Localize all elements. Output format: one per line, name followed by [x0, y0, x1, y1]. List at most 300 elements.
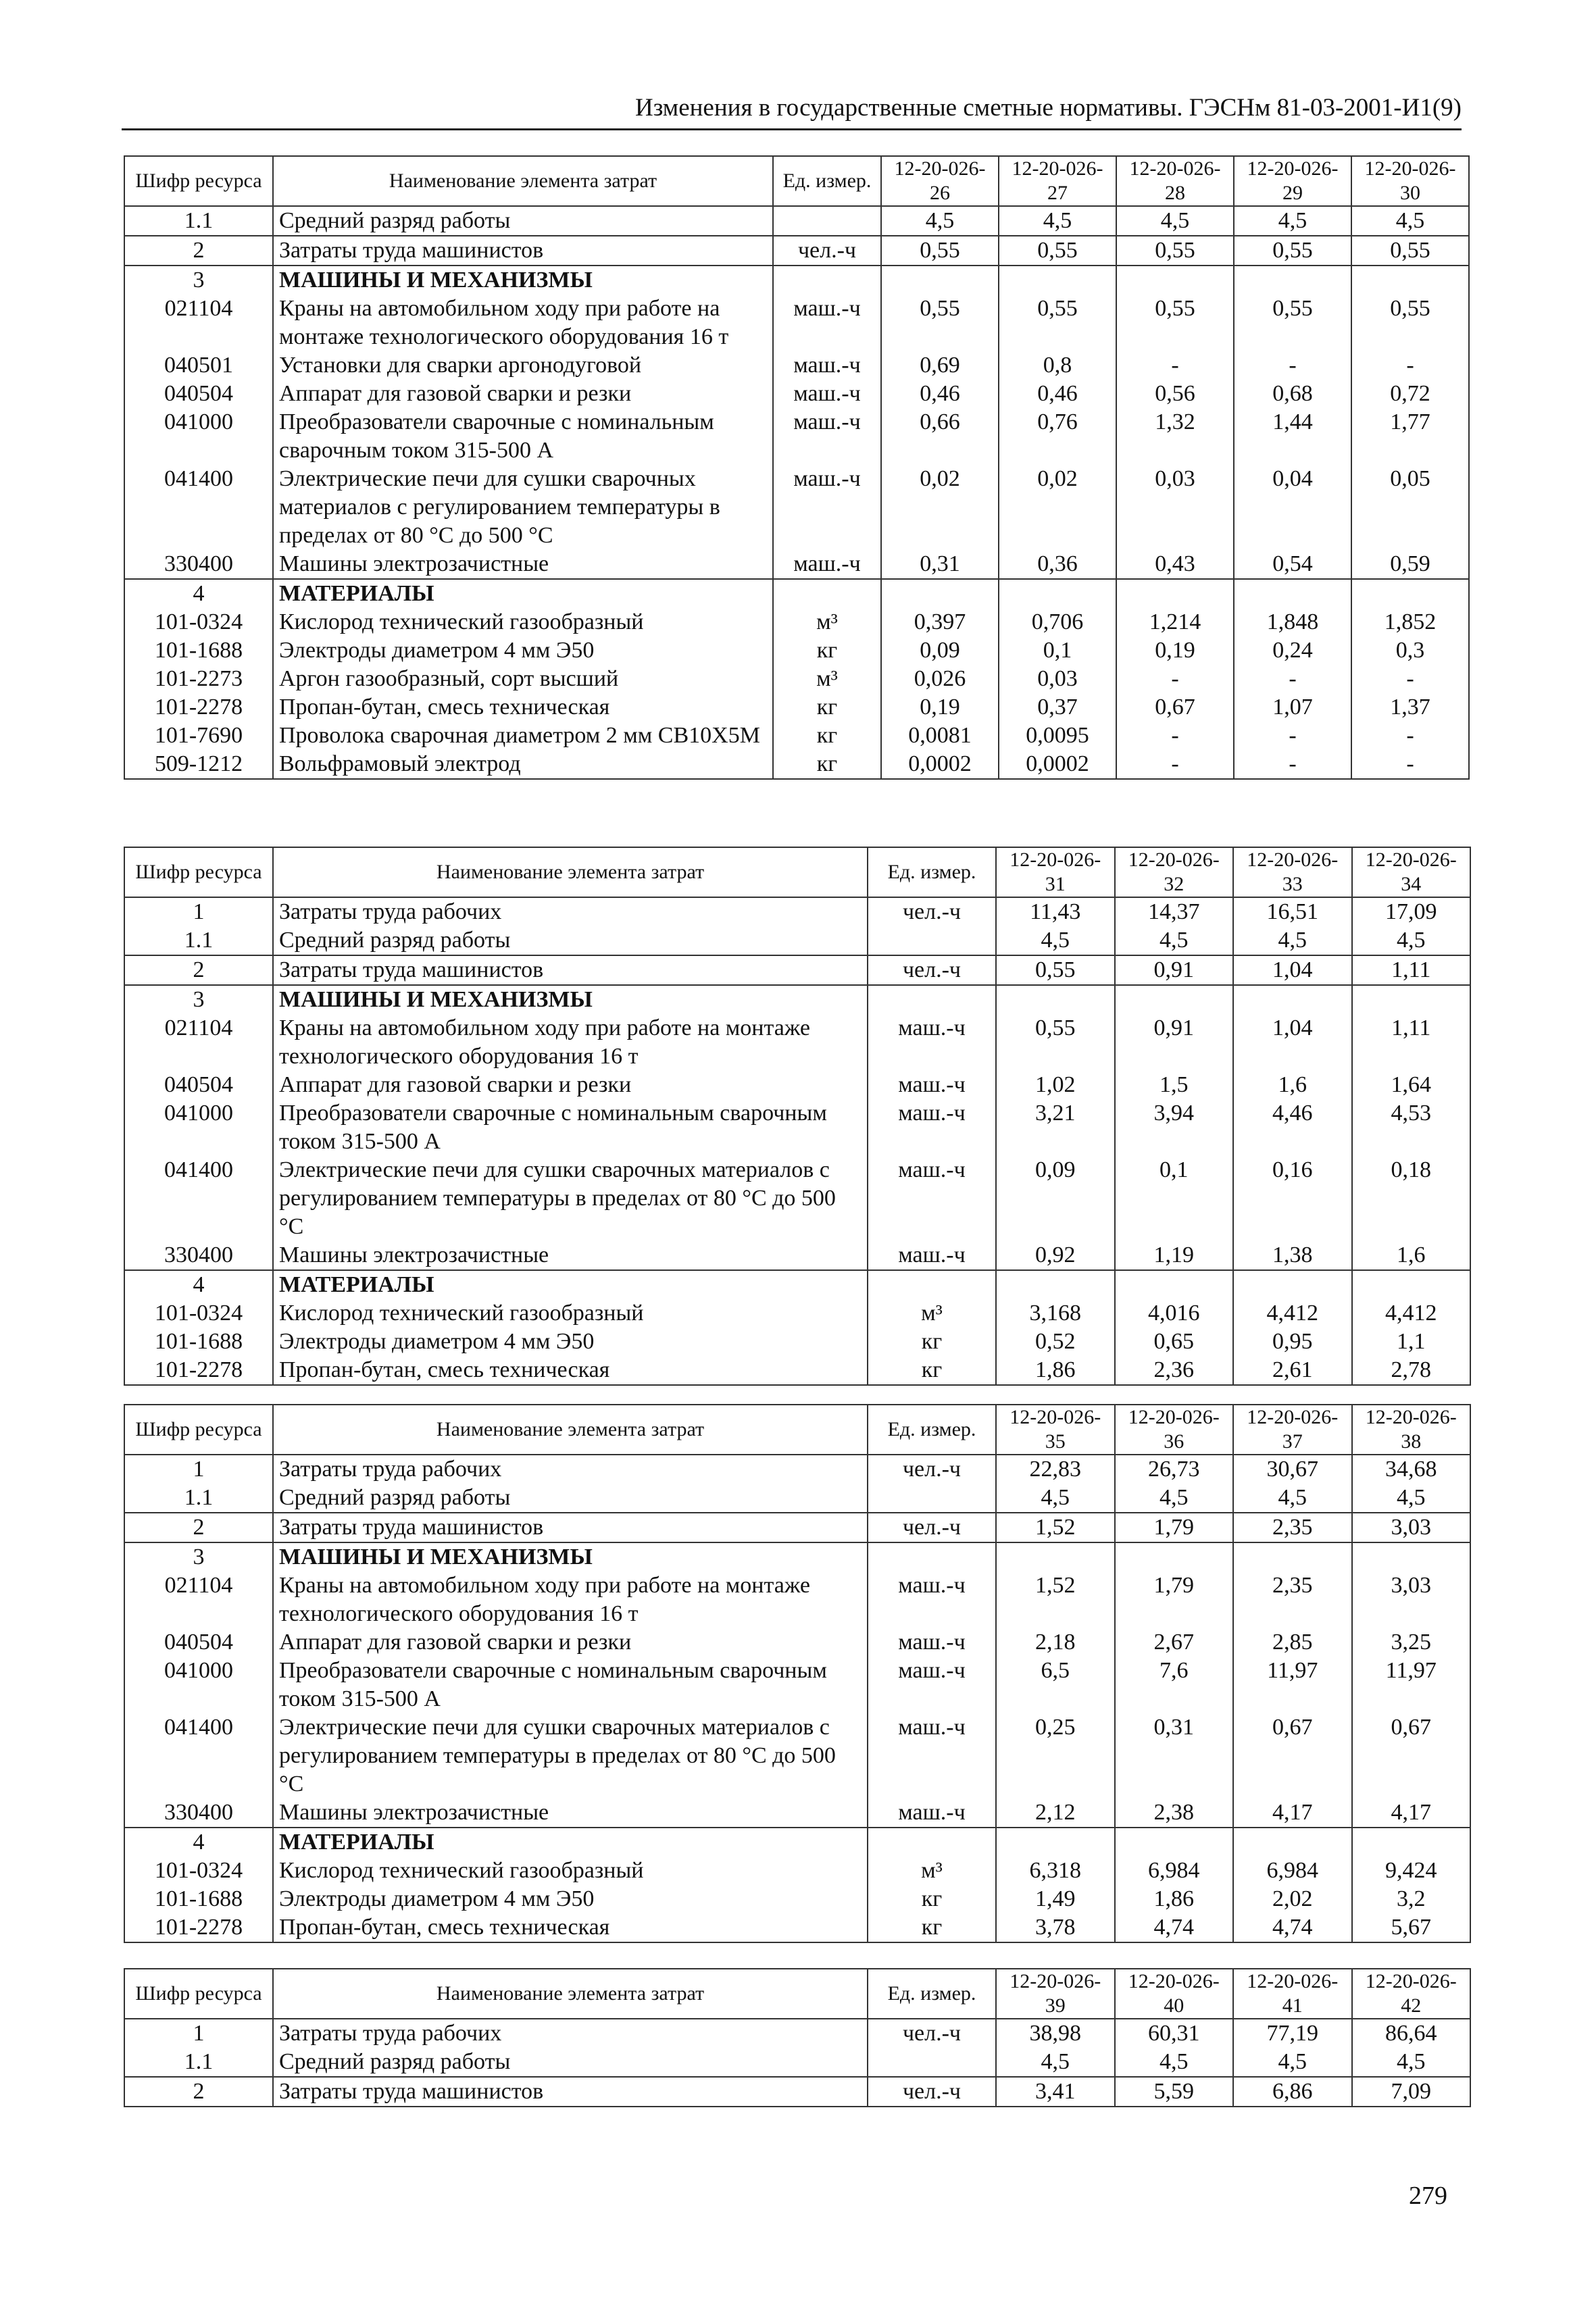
resource-code: 509-1212	[124, 750, 273, 779]
norm-value: 0,91	[1115, 955, 1234, 985]
resource-code: 2	[124, 236, 273, 266]
column-header-norm: 12-20-026-38	[1352, 1405, 1471, 1455]
resource-code: 101-1688	[124, 1885, 273, 1913]
norm-value: 0,04	[1234, 465, 1351, 550]
column-header-norm: 12-20-026-35	[996, 1405, 1115, 1455]
column-header-norm: 12-20-026-27	[999, 156, 1116, 206]
unit: маш.-ч	[773, 550, 881, 579]
cost-element-name: Кислород технический газообразный	[273, 608, 773, 636]
cost-element-name: Средний разряд работы	[273, 926, 868, 955]
resource-code: 041000	[124, 408, 273, 465]
unit	[773, 206, 881, 236]
cost-element-name: Средний разряд работы	[273, 2048, 868, 2077]
norm-value: 34,68	[1352, 1455, 1471, 1484]
resource-code: 1.1	[124, 2048, 273, 2077]
resource-code: 1	[124, 2019, 273, 2048]
resource-code: 040504	[124, 380, 273, 408]
unit: кг	[773, 750, 881, 779]
table-row	[124, 206, 1469, 236]
section-title: МАТЕРИАЛЫ	[273, 1270, 868, 1299]
cost-element-name: Преобразователи сварочные с номинальным сварочным током 315-500 А	[273, 408, 773, 465]
unit: м³	[773, 608, 881, 636]
norm-value: 0,0002	[881, 750, 999, 779]
norm-value: 0,02	[999, 465, 1116, 550]
norm-value: 2,35	[1233, 1571, 1352, 1628]
unit: кг	[773, 636, 881, 665]
table-row	[124, 1857, 1470, 1885]
unit: маш.-ч	[868, 1799, 996, 1828]
norm-value: 0,03	[999, 665, 1116, 693]
column-header-norm: 12-20-026-40	[1115, 1969, 1234, 2019]
cost-element-name: Электрические печи для сушки сварочных материалов с регулированием температуры в пределах от 80 °С до 500 °С	[273, 1156, 868, 1241]
norm-value	[996, 1828, 1115, 1857]
norm-value: 0,55	[881, 236, 999, 266]
norm-value: 0,46	[881, 380, 999, 408]
norm-value	[1352, 1828, 1471, 1857]
resource-code: 1	[124, 1455, 273, 1484]
norm-value: 0,397	[881, 608, 999, 636]
table-header-row	[124, 1969, 1470, 2019]
norm-value	[999, 266, 1116, 295]
norm-value: 2,12	[996, 1799, 1115, 1828]
cost-element-name: Электрические печи для сушки сварочных материалов с регулированием температуры в пределах от 80 °С до 500 °С	[273, 465, 773, 550]
table-row	[124, 897, 1470, 926]
cost-element-name: Пропан-бутан, смесь техническая	[273, 1356, 868, 1385]
table-row	[124, 380, 1469, 408]
norm-value: 2,36	[1115, 1356, 1234, 1385]
norm-value: 4,5	[1352, 2048, 1471, 2077]
norm-value: 0,55	[1351, 236, 1469, 266]
norm-value	[1351, 266, 1469, 295]
resource-code: 1	[124, 897, 273, 926]
norm-value: 0,31	[881, 550, 999, 579]
norm-value: 4,5	[1115, 926, 1234, 955]
norm-value: 38,98	[996, 2019, 1115, 2048]
norm-value: 0,92	[996, 1241, 1115, 1270]
norm-value: 1,86	[996, 1356, 1115, 1385]
norm-value: 7,6	[1115, 1657, 1234, 1713]
column-header-norm: 12-20-026-26	[881, 156, 999, 206]
cost-element-name: Затраты труда рабочих	[273, 897, 868, 926]
norm-value	[1115, 1542, 1234, 1571]
resource-code: 101-2273	[124, 665, 273, 693]
norm-value: 1,6	[1352, 1241, 1471, 1270]
norm-value: 0,67	[1233, 1713, 1352, 1799]
table-row	[124, 351, 1469, 380]
resource-code: 3	[124, 1542, 273, 1571]
column-header-norm: 12-20-026-37	[1233, 1405, 1352, 1455]
norm-value: 3,168	[996, 1299, 1115, 1328]
norm-value: 5,67	[1352, 1913, 1471, 1942]
norm-value: 0,36	[999, 550, 1116, 579]
norm-value: 2,35	[1233, 1513, 1352, 1542]
norm-value: -	[1234, 665, 1351, 693]
norm-value: 0,76	[999, 408, 1116, 465]
norm-value: 2,38	[1115, 1799, 1234, 1828]
norm-value: 4,5	[881, 206, 999, 236]
unit: чел.-ч	[868, 2019, 996, 2048]
unit: чел.-ч	[868, 897, 996, 926]
cost-element-name: Проволока сварочная диаметром 2 мм СВ10Х5М	[273, 722, 773, 750]
norm-value: 1,37	[1351, 693, 1469, 722]
table-row	[124, 1657, 1470, 1713]
column-header-unit: Ед. измер.	[868, 1405, 996, 1455]
resource-code: 041000	[124, 1657, 273, 1713]
cost-element-name: Средний разряд работы	[273, 206, 773, 236]
cost-element-name: Краны на автомобильном ходу при работе на монтаже технологического оборудования 16 т	[273, 295, 773, 351]
cost-element-name: Машины электрозачистные	[273, 550, 773, 579]
norm-value: 0,67	[1116, 693, 1234, 722]
norm-value: 0,69	[881, 351, 999, 380]
norm-value: 0,55	[999, 236, 1116, 266]
norm-value	[1115, 1270, 1234, 1299]
table-row	[124, 955, 1470, 985]
table-row	[124, 750, 1469, 779]
column-header-code: Шифр ресурса	[124, 1969, 273, 2019]
norm-value	[881, 266, 999, 295]
norm-value: 0,55	[881, 295, 999, 351]
resource-code: 330400	[124, 550, 273, 579]
unit: маш.-ч	[868, 1071, 996, 1099]
table-row	[124, 1455, 1470, 1484]
resource-code: 2	[124, 1513, 273, 1542]
column-header-name: Наименование элемента затрат	[273, 847, 868, 897]
norm-value: 0,31	[1115, 1713, 1234, 1799]
column-header-norm: 12-20-026-41	[1233, 1969, 1352, 2019]
cost-element-name: Средний разряд работы	[273, 1484, 868, 1513]
cost-element-name: Затраты труда рабочих	[273, 2019, 868, 2048]
table-row	[124, 636, 1469, 665]
resource-code: 040504	[124, 1071, 273, 1099]
norm-value: 11,43	[996, 897, 1115, 926]
table-row	[124, 665, 1469, 693]
table-header-row	[124, 156, 1469, 206]
table-row	[124, 1241, 1470, 1270]
norm-value: 0,43	[1116, 550, 1234, 579]
page-header-title: Изменения в государственные сметные нормативы. ГЭСНм 81-03-2001-И1(9)	[634, 94, 1462, 122]
column-header-norm: 12-20-026-39	[996, 1969, 1115, 2019]
norm-value: 4,46	[1233, 1099, 1352, 1156]
norm-value	[996, 1270, 1115, 1299]
resource-code: 4	[124, 579, 273, 608]
norm-value: 6,984	[1115, 1857, 1234, 1885]
table-row	[124, 408, 1469, 465]
norm-value: -	[1116, 351, 1234, 380]
norm-value: 2,02	[1233, 1885, 1352, 1913]
unit: маш.-ч	[773, 295, 881, 351]
resource-code: 101-1688	[124, 636, 273, 665]
unit: маш.-ч	[868, 1713, 996, 1799]
norm-value: 4,5	[1351, 206, 1469, 236]
norm-value	[1234, 266, 1351, 295]
column-header-norm: 12-20-026-30	[1351, 156, 1469, 206]
resource-code: 2	[124, 955, 273, 985]
unit: маш.-ч	[868, 1014, 996, 1071]
section-row	[124, 1828, 1470, 1857]
cost-element-name: Электроды диаметром 4 мм Э50	[273, 636, 773, 665]
resource-code: 101-0324	[124, 1299, 273, 1328]
table-row	[124, 1356, 1470, 1385]
norm-value: 4,5	[1116, 206, 1234, 236]
unit: маш.-ч	[773, 465, 881, 550]
section-title: МАТЕРИАЛЫ	[273, 579, 773, 608]
norm-value: 86,64	[1352, 2019, 1471, 2048]
norm-value: 0,19	[881, 693, 999, 722]
norm-value: 1,848	[1234, 608, 1351, 636]
norm-value: 4,5	[1233, 926, 1352, 955]
norm-value: 0,67	[1352, 1713, 1471, 1799]
unit: кг	[773, 722, 881, 750]
norm-value: 0,68	[1234, 380, 1351, 408]
unit: маш.-ч	[868, 1628, 996, 1657]
norm-value: 1,07	[1234, 693, 1351, 722]
norm-value: 0,91	[1115, 1014, 1234, 1071]
resource-code: 021104	[124, 1014, 273, 1071]
cost-element-name: Машины электрозачистные	[273, 1241, 868, 1270]
table-row	[124, 2077, 1470, 2107]
norm-value	[1233, 1542, 1352, 1571]
column-header-name: Наименование элемента затрат	[273, 1969, 868, 2019]
resource-code: 041400	[124, 1713, 273, 1799]
unit	[773, 266, 881, 295]
norm-value: 77,19	[1233, 2019, 1352, 2048]
norm-value: 4,5	[996, 2048, 1115, 2077]
norm-value: 3,25	[1352, 1628, 1471, 1657]
resource-code: 101-1688	[124, 1328, 273, 1356]
norm-value	[1234, 579, 1351, 608]
norm-value: 0,02	[881, 465, 999, 550]
norm-value: 4,5	[1115, 2048, 1234, 2077]
column-header-unit: Ед. измер.	[773, 156, 881, 206]
table-row	[124, 1513, 1470, 1542]
table-row	[124, 295, 1469, 351]
column-header-norm: 12-20-026-32	[1115, 847, 1234, 897]
norm-value: -	[1234, 750, 1351, 779]
norm-value: 0,95	[1233, 1328, 1352, 1356]
cost-element-name: Пропан-бутан, смесь техническая	[273, 1913, 868, 1942]
section-row	[124, 1270, 1470, 1299]
resource-code: 1.1	[124, 1484, 273, 1513]
unit: кг	[773, 693, 881, 722]
norm-value: 1,11	[1352, 1014, 1471, 1071]
unit	[868, 1270, 996, 1299]
norm-value: 0,59	[1351, 550, 1469, 579]
column-header-norm: 12-20-026-36	[1115, 1405, 1234, 1455]
norm-value: 1,214	[1116, 608, 1234, 636]
norm-value: 7,09	[1352, 2077, 1471, 2107]
norm-value: 60,31	[1115, 2019, 1234, 2048]
unit: маш.-ч	[868, 1241, 996, 1270]
header-rule	[122, 128, 1462, 130]
norm-value: -	[1351, 722, 1469, 750]
cost-element-name: Затраты труда машинистов	[273, 1513, 868, 1542]
norm-value: 0,1	[999, 636, 1116, 665]
norm-value: 1,19	[1115, 1241, 1234, 1270]
norm-value: 4,74	[1233, 1913, 1352, 1942]
column-header-code: Шифр ресурса	[124, 847, 273, 897]
cost-element-name: Кислород технический газообразный	[273, 1299, 868, 1328]
norm-value	[1352, 1270, 1471, 1299]
norm-value: 5,59	[1115, 2077, 1234, 2107]
table-row	[124, 1885, 1470, 1913]
norm-value: -	[1234, 722, 1351, 750]
unit: м³	[868, 1857, 996, 1885]
cost-element-name: Краны на автомобильном ходу при работе на монтаже технологического оборудования 16 т	[273, 1014, 868, 1071]
unit	[868, 985, 996, 1014]
norm-value: 1,04	[1233, 955, 1352, 985]
norm-value: 0,52	[996, 1328, 1115, 1356]
norm-value: 0,65	[1115, 1328, 1234, 1356]
resource-code: 041000	[124, 1099, 273, 1156]
unit: кг	[868, 1885, 996, 1913]
norm-value	[881, 579, 999, 608]
norm-value: 0,0002	[999, 750, 1116, 779]
norm-value	[1116, 266, 1234, 295]
norm-value: 1,49	[996, 1885, 1115, 1913]
table-row	[124, 1099, 1470, 1156]
norm-value: 0,55	[1234, 295, 1351, 351]
resource-code: 2	[124, 2077, 273, 2107]
norm-value: 3,03	[1352, 1571, 1471, 1628]
norm-value: 4,5	[1233, 1484, 1352, 1513]
resource-code: 101-2278	[124, 1356, 273, 1385]
norm-value: -	[1351, 665, 1469, 693]
table-row	[124, 608, 1469, 636]
unit: чел.-ч	[773, 236, 881, 266]
column-header-norm: 12-20-026-28	[1116, 156, 1234, 206]
norm-value: -	[1116, 665, 1234, 693]
norm-value: 0,0095	[999, 722, 1116, 750]
norm-value	[1115, 985, 1234, 1014]
norm-value: 0,37	[999, 693, 1116, 722]
norm-value: 6,984	[1233, 1857, 1352, 1885]
norm-value: 1,04	[1233, 1014, 1352, 1071]
table-row	[124, 1913, 1470, 1942]
resource-code: 330400	[124, 1799, 273, 1828]
resource-code: 1.1	[124, 206, 273, 236]
unit	[868, 1828, 996, 1857]
unit	[868, 1542, 996, 1571]
column-header-norm: 12-20-026-33	[1233, 847, 1352, 897]
norm-value: -	[1351, 351, 1469, 380]
norm-value: 0,09	[996, 1156, 1115, 1241]
cost-element-name: Электроды диаметром 4 мм Э50	[273, 1885, 868, 1913]
section-title: МАШИНЫ И МЕХАНИЗМЫ	[273, 985, 868, 1014]
norm-value: 0,03	[1116, 465, 1234, 550]
norm-value: 0,16	[1233, 1156, 1352, 1241]
cost-element-name: Аппарат для газовой сварки и резки	[273, 1628, 868, 1657]
norm-value: 3,94	[1115, 1099, 1234, 1156]
table-row	[124, 1484, 1470, 1513]
norm-value: 9,424	[1352, 1857, 1471, 1885]
norm-value: 0,46	[999, 380, 1116, 408]
norm-value: 0,1	[1115, 1156, 1234, 1241]
section-row	[124, 579, 1469, 608]
norm-value: 4,5	[996, 1484, 1115, 1513]
norm-value: 4,016	[1115, 1299, 1234, 1328]
section-title: МАТЕРИАЛЫ	[273, 1828, 868, 1857]
table-row	[124, 1799, 1470, 1828]
norm-value: 1,11	[1352, 955, 1471, 985]
norm-value: 1,52	[996, 1513, 1115, 1542]
unit: маш.-ч	[773, 351, 881, 380]
norm-value: 0,66	[881, 408, 999, 465]
cost-element-name: Затраты труда машинистов	[273, 236, 773, 266]
resource-code: 3	[124, 985, 273, 1014]
norm-value: 6,86	[1233, 2077, 1352, 2107]
cost-element-name: Преобразователи сварочные с номинальным сварочным током 315-500 А	[273, 1657, 868, 1713]
resource-code: 3	[124, 266, 273, 295]
norm-value: 2,67	[1115, 1628, 1234, 1657]
norm-value: 1,79	[1115, 1513, 1234, 1542]
norm-value: 1,44	[1234, 408, 1351, 465]
unit: маш.-ч	[773, 380, 881, 408]
table-row	[124, 465, 1469, 550]
unit: кг	[868, 1913, 996, 1942]
norm-value: 3,78	[996, 1913, 1115, 1942]
unit	[868, 1484, 996, 1513]
norm-value: 0,55	[1116, 236, 1234, 266]
norm-value: 0,55	[1116, 295, 1234, 351]
norm-value: 4,5	[1352, 926, 1471, 955]
section-row	[124, 1542, 1470, 1571]
norm-value: 0,55	[1351, 295, 1469, 351]
cost-element-name: Аппарат для газовой сварки и резки	[273, 380, 773, 408]
resource-code: 040504	[124, 1628, 273, 1657]
norm-value: 3,03	[1352, 1513, 1471, 1542]
norm-value: 1,6	[1233, 1071, 1352, 1099]
norm-value	[1233, 1828, 1352, 1857]
norm-value: 3,41	[996, 2077, 1115, 2107]
cost-element-name: Затраты труда рабочих	[273, 1455, 868, 1484]
resource-code: 101-2278	[124, 693, 273, 722]
norm-value	[1115, 1828, 1234, 1857]
norm-value	[996, 1542, 1115, 1571]
resource-code: 101-7690	[124, 722, 273, 750]
table-row	[124, 1299, 1470, 1328]
resource-code: 021104	[124, 295, 273, 351]
column-header-name: Наименование элемента затрат	[273, 156, 773, 206]
unit: маш.-ч	[868, 1571, 996, 1628]
norm-value: 0,55	[996, 1014, 1115, 1071]
norm-value: 1,38	[1233, 1241, 1352, 1270]
norm-table	[124, 1968, 1471, 2107]
norm-value: 0,05	[1351, 465, 1469, 550]
norm-value: 4,5	[999, 206, 1116, 236]
resource-code: 040501	[124, 351, 273, 380]
unit: кг	[868, 1356, 996, 1385]
resource-code: 021104	[124, 1571, 273, 1628]
table-row	[124, 1328, 1470, 1356]
norm-value: 0,19	[1116, 636, 1234, 665]
cost-element-name: Вольфрамовый электрод	[273, 750, 773, 779]
resource-code: 4	[124, 1828, 273, 1857]
table-row	[124, 693, 1469, 722]
norm-value: 4,74	[1115, 1913, 1234, 1942]
table-row	[124, 1156, 1470, 1241]
cost-element-name: Электроды диаметром 4 мм Э50	[273, 1328, 868, 1356]
norm-value: 1,1	[1352, 1328, 1471, 1356]
cost-element-name: Аппарат для газовой сварки и резки	[273, 1071, 868, 1099]
table-row	[124, 722, 1469, 750]
norm-value: 4,5	[1352, 1484, 1471, 1513]
norm-value: 0,54	[1234, 550, 1351, 579]
table-row	[124, 2019, 1470, 2048]
norm-value: 0,24	[1234, 636, 1351, 665]
norm-value: 3,21	[996, 1099, 1115, 1156]
unit: маш.-ч	[868, 1099, 996, 1156]
norm-value: 0,09	[881, 636, 999, 665]
